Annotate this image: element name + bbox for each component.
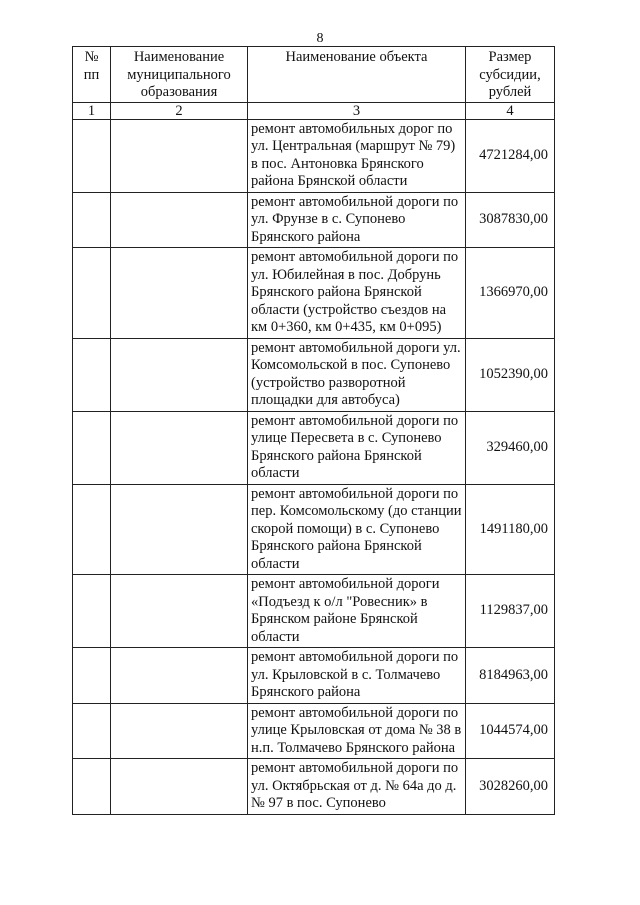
object-cell: ремонт автомобильной дороги по улице Крыловская от дома № 38 в н.п. Толмачево Брянского района <box>248 703 466 759</box>
column-number: 1 <box>73 102 111 119</box>
object-cell: ремонт автомобильной дороги по ул. Юбилейная в пос. Добрунь Брянского района Брянской области (устройство съездов на км 0+360, км 0+435, км 0+095) <box>248 248 466 339</box>
object-cell: ремонт автомобильной дороги по ул. Октябрьская от д. № 64а до д. № 97 в пос. Супонево <box>248 759 466 815</box>
amount-cell: 1044574,00 <box>466 703 555 759</box>
amount-cell: 1052390,00 <box>466 338 555 411</box>
object-cell: ремонт автомобильной дороги по пер. Комсомольскому (до станции скорой помощи) в с. Супонево Брянского района Брянской области <box>248 484 466 575</box>
table-header-row <box>73 47 555 103</box>
amount-cell: 3028260,00 <box>466 759 555 815</box>
row-number-cell <box>73 338 111 411</box>
row-number-cell <box>73 648 111 704</box>
subsidy-table <box>72 46 555 815</box>
municipality-cell <box>111 338 248 411</box>
municipality-cell <box>111 484 248 575</box>
row-number-cell <box>73 759 111 815</box>
header-subsidy: Размер субсидии, рублей <box>466 47 555 103</box>
amount-cell: 1491180,00 <box>466 484 555 575</box>
table-row <box>73 119 555 192</box>
header-municipality: Наименование муниципального образования <box>111 47 248 103</box>
municipality-cell <box>111 411 248 484</box>
column-number: 2 <box>111 102 248 119</box>
municipality-cell <box>111 703 248 759</box>
table-row <box>73 759 555 815</box>
row-number-cell <box>73 703 111 759</box>
object-cell: ремонт автомобильной дороги по ул. Фрунзе в с. Супонево Брянского района <box>248 192 466 248</box>
object-cell: ремонт автомобильной дороги по улице Пересвета в с. Супонево Брянского района Брянской области <box>248 411 466 484</box>
municipality-cell <box>111 248 248 339</box>
object-cell: ремонт автомобильной дороги ул. Комсомольской в пос. Супонево (устройство разворотной площадки для автобуса) <box>248 338 466 411</box>
row-number-cell <box>73 248 111 339</box>
object-cell: ремонт автомобильных дорог по ул. Центральная (маршрут № 79) в пос. Антоновка Брянского района Брянской области <box>248 119 466 192</box>
table-row <box>73 338 555 411</box>
amount-cell: 3087830,00 <box>466 192 555 248</box>
object-cell: ремонт автомобильной дороги по ул. Крыловской в с. Толмачево Брянского района <box>248 648 466 704</box>
page-number: 8 <box>316 31 324 46</box>
column-number: 3 <box>248 102 466 119</box>
row-number-cell <box>73 192 111 248</box>
municipality-cell <box>111 119 248 192</box>
table-row <box>73 575 555 648</box>
table-row <box>73 484 555 575</box>
amount-cell: 1366970,00 <box>466 248 555 339</box>
row-number-cell <box>73 119 111 192</box>
object-cell: ремонт автомобильной дороги «Подъезд к о/л "Ровесник» в Брянском районе Брянской области <box>248 575 466 648</box>
municipality-cell <box>111 648 248 704</box>
table-row <box>73 192 555 248</box>
row-number-cell <box>73 411 111 484</box>
table-row <box>73 248 555 339</box>
column-number-row <box>73 102 555 119</box>
municipality-cell <box>111 192 248 248</box>
table-row <box>73 703 555 759</box>
amount-cell: 1129837,00 <box>466 575 555 648</box>
row-number-cell <box>73 484 111 575</box>
header-object: Наименование объекта <box>248 47 466 103</box>
column-number: 4 <box>466 102 555 119</box>
table-row <box>73 648 555 704</box>
municipality-cell <box>111 759 248 815</box>
amount-cell: 329460,00 <box>466 411 555 484</box>
municipality-cell <box>111 575 248 648</box>
row-number-cell <box>73 575 111 648</box>
table-row <box>73 411 555 484</box>
amount-cell: 4721284,00 <box>466 119 555 192</box>
header-number: № пп <box>73 47 111 103</box>
amount-cell: 8184963,00 <box>466 648 555 704</box>
